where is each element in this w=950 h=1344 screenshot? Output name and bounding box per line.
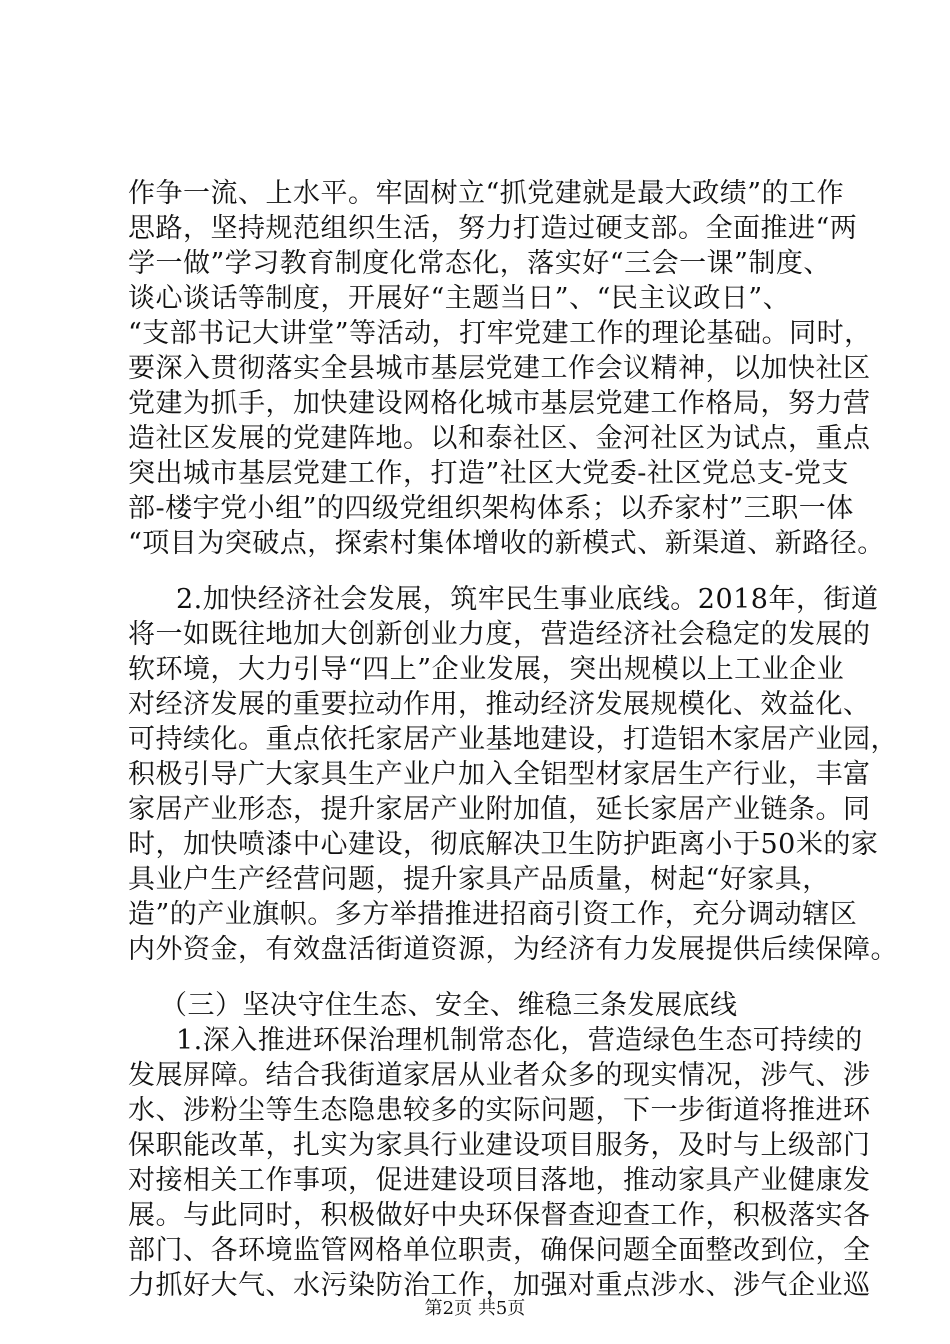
text-line: 对接相关工作事项，促进建设项目落地，推动家具产业健康发 <box>128 1165 871 1196</box>
text-line: 力抓好大气、水污染防治工作，加强对重点涉水、涉气企业巡 <box>128 1270 871 1301</box>
text-line: 保职能改革，扎实为家具行业建设项目服务，及时与上级部门 <box>128 1130 871 1161</box>
text-line: “支部书记大讲堂”等活动，打牢党建工作的理论基础。同时， <box>128 318 872 349</box>
text-line: 思路，坚持规范组织生活，努力打造过硬支部。全面推进“两 <box>128 213 858 244</box>
text-line: 具业户生产经营问题，提升家具产品质量，树起“好家具， <box>128 864 830 895</box>
text-line: 造”的产业旗帜。多方举措推进招商引资工作，充分调动辖区 <box>128 899 858 930</box>
page-number: 第2页 共5页 <box>424 1298 526 1319</box>
text-line: 对经济发展的重要拉动作用，推动经济发展规模化、效益化、 <box>128 689 871 720</box>
text-line: 要深入贯彻落实全县城市基层党建工作会议精神，以加快社区 <box>128 353 871 384</box>
paragraph-heading: 1.深入推进环保治理机制常态化，营造绿色生态可持续的 <box>176 1025 863 1056</box>
text-line: 学一做”学习教育制度化常态化，落实好“三会一课”制度、 <box>128 248 831 279</box>
text-line: 家居产业形态，提升家居产业附加值，延长家居产业链条。同 <box>128 794 871 825</box>
text-line: 积极引导广大家具生产业户加入全铝型材家居生产行业，丰富 <box>128 759 871 790</box>
text-line: 突出城市基层党建工作，打造”社区大党委-社区党总支-党支 <box>128 458 850 489</box>
section-heading: （三）坚决守住生态、安全、维稳三条发展底线 <box>160 990 738 1021</box>
paragraph-heading: 2.加快经济社会发展，筑牢民生事业底线。2018年，街道 <box>176 584 879 615</box>
text-line: 软环境，大力引导“四上”企业发展，突出规模以上工业企业 <box>128 654 845 685</box>
text-line: 展。与此同时，积极做好中央环保督查迎查工作，积极落实各 <box>128 1200 871 1231</box>
text-line: 部-楼宇党小组”的四级党组织架构体系；以乔家村”三职一体 <box>128 493 854 524</box>
text-line: 发展屏障。结合我街道家居从业者众多的现实情况，涉气、涉 <box>128 1060 871 1091</box>
text-line: 将一如既往地加大创新创业力度，营造经济社会稳定的发展的 <box>128 619 871 650</box>
text-line: “项目为突破点，探索村集体增收的新模式、新渠道、新路径。 <box>128 528 885 559</box>
text-line: 可持续化。重点依托家居产业基地建设，打造铝木家居产业园， <box>128 724 898 755</box>
text-line: 造社区发展的党建阵地。以和泰社区、金河社区为试点，重点 <box>128 423 871 454</box>
text-line: 谈心谈话等制度，开展好“主题当日”、“民主议政日”、 <box>128 283 791 314</box>
text-line: 党建为抓手，加快建设网格化城市基层党建工作格局，努力营 <box>128 388 871 419</box>
text-line: 时，加快喷漆中心建设，彻底解决卫生防护距离小于50米的家 <box>128 829 879 860</box>
text-line: 内外资金，有效盘活街道资源，为经济有力发展提供后续保障。 <box>128 934 898 965</box>
text-line: 作争一流、上水平。牢固树立“抓党建就是最大政绩”的工作 <box>128 178 845 209</box>
text-line: 部门、各环境监管网格单位职责，确保问题全面整改到位，全 <box>128 1235 871 1266</box>
text-line: 水、涉粉尘等生态隐患较多的实际问题，下一步街道将推进环 <box>128 1095 871 1126</box>
